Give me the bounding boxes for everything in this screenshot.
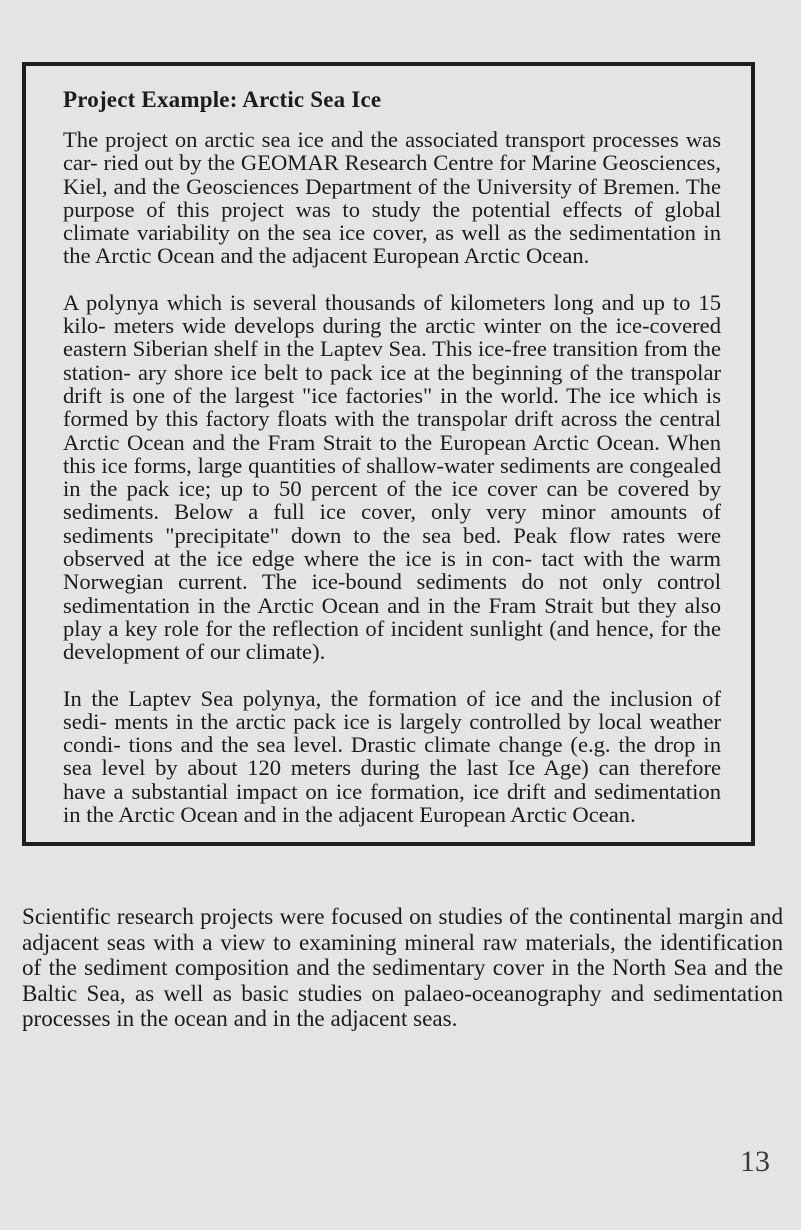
page-number: 13 [740,1145,770,1178]
box-paragraph-2: A polynya which is several thousands of kilometers long and up to 15 kilo- meters wide develops during the arctic winter on the ice-covered eastern Siberian shelf in the Laptev Sea. This ice-free transition from the station- ary shore ice belt to pack ice at the beginning of the transpolar drift is one of the largest "ice factories" in the world. The ice which is formed by this factory floats with the transpolar drift across the central Arctic Ocean and the Fram Strait to the European Arctic Ocean. When this ice forms, large quantities of shallow-water sediments are congealed in the pack ice; up to 50 percent of the ice cover can be covered by sediments. Below a full ice cover, only very minor amounts of sediments "precipitate" down to the sea bed. Peak flow rates were observed at the ice edge where the ice is in con- tact with the warm Norwegian current. The ice-bound sediments do not only control sedimentation in the Arctic Ocean and in the Fram Strait but they also play a key role for the reflection of incident sunlight (and hence, for the development of our climate). [63,289,721,665]
body-paragraph: Scientific research projects were focused on studies of the continental margin and adjacent seas with a view to examining mineral raw materials, the identification of the sediment composition and the sedimentary cover in the North Sea and the Baltic Sea, as well as basic studies on palaeo-oceanography and sedimentation processes in the ocean and in the adjacent seas. [22,903,783,1032]
box-title: Project Example: Arctic Sea Ice [63,87,382,112]
box-paragraph-3: In the Laptev Sea polynya, the formation of ice and the inclusion of sedi- ments in the arctic pack ice is largely controlled by local weather condi- tions and the sea level. Drastic climate change (e.g. the drop in sea level by about 120 meters during the last Ice Age) can therefore have a substantial impact on ice formation, ice drift and sedimentation in the Arctic Ocean and in the adjacent European Arctic Ocean. [63,685,721,828]
box-paragraph-1: The project on arctic sea ice and the associated transport processes was car- ried out by the GEOMAR Research Centre for Marine Geosciences, Kiel, and the Geosciences Department of the University of Bremen. The purpose of this project was to study the potential effects of global climate variability on the sea ice cover, as well as the sedimentation in the Arctic Ocean and the adjacent European Arctic Ocean. [63,127,721,269]
project-example-box [22,62,755,846]
